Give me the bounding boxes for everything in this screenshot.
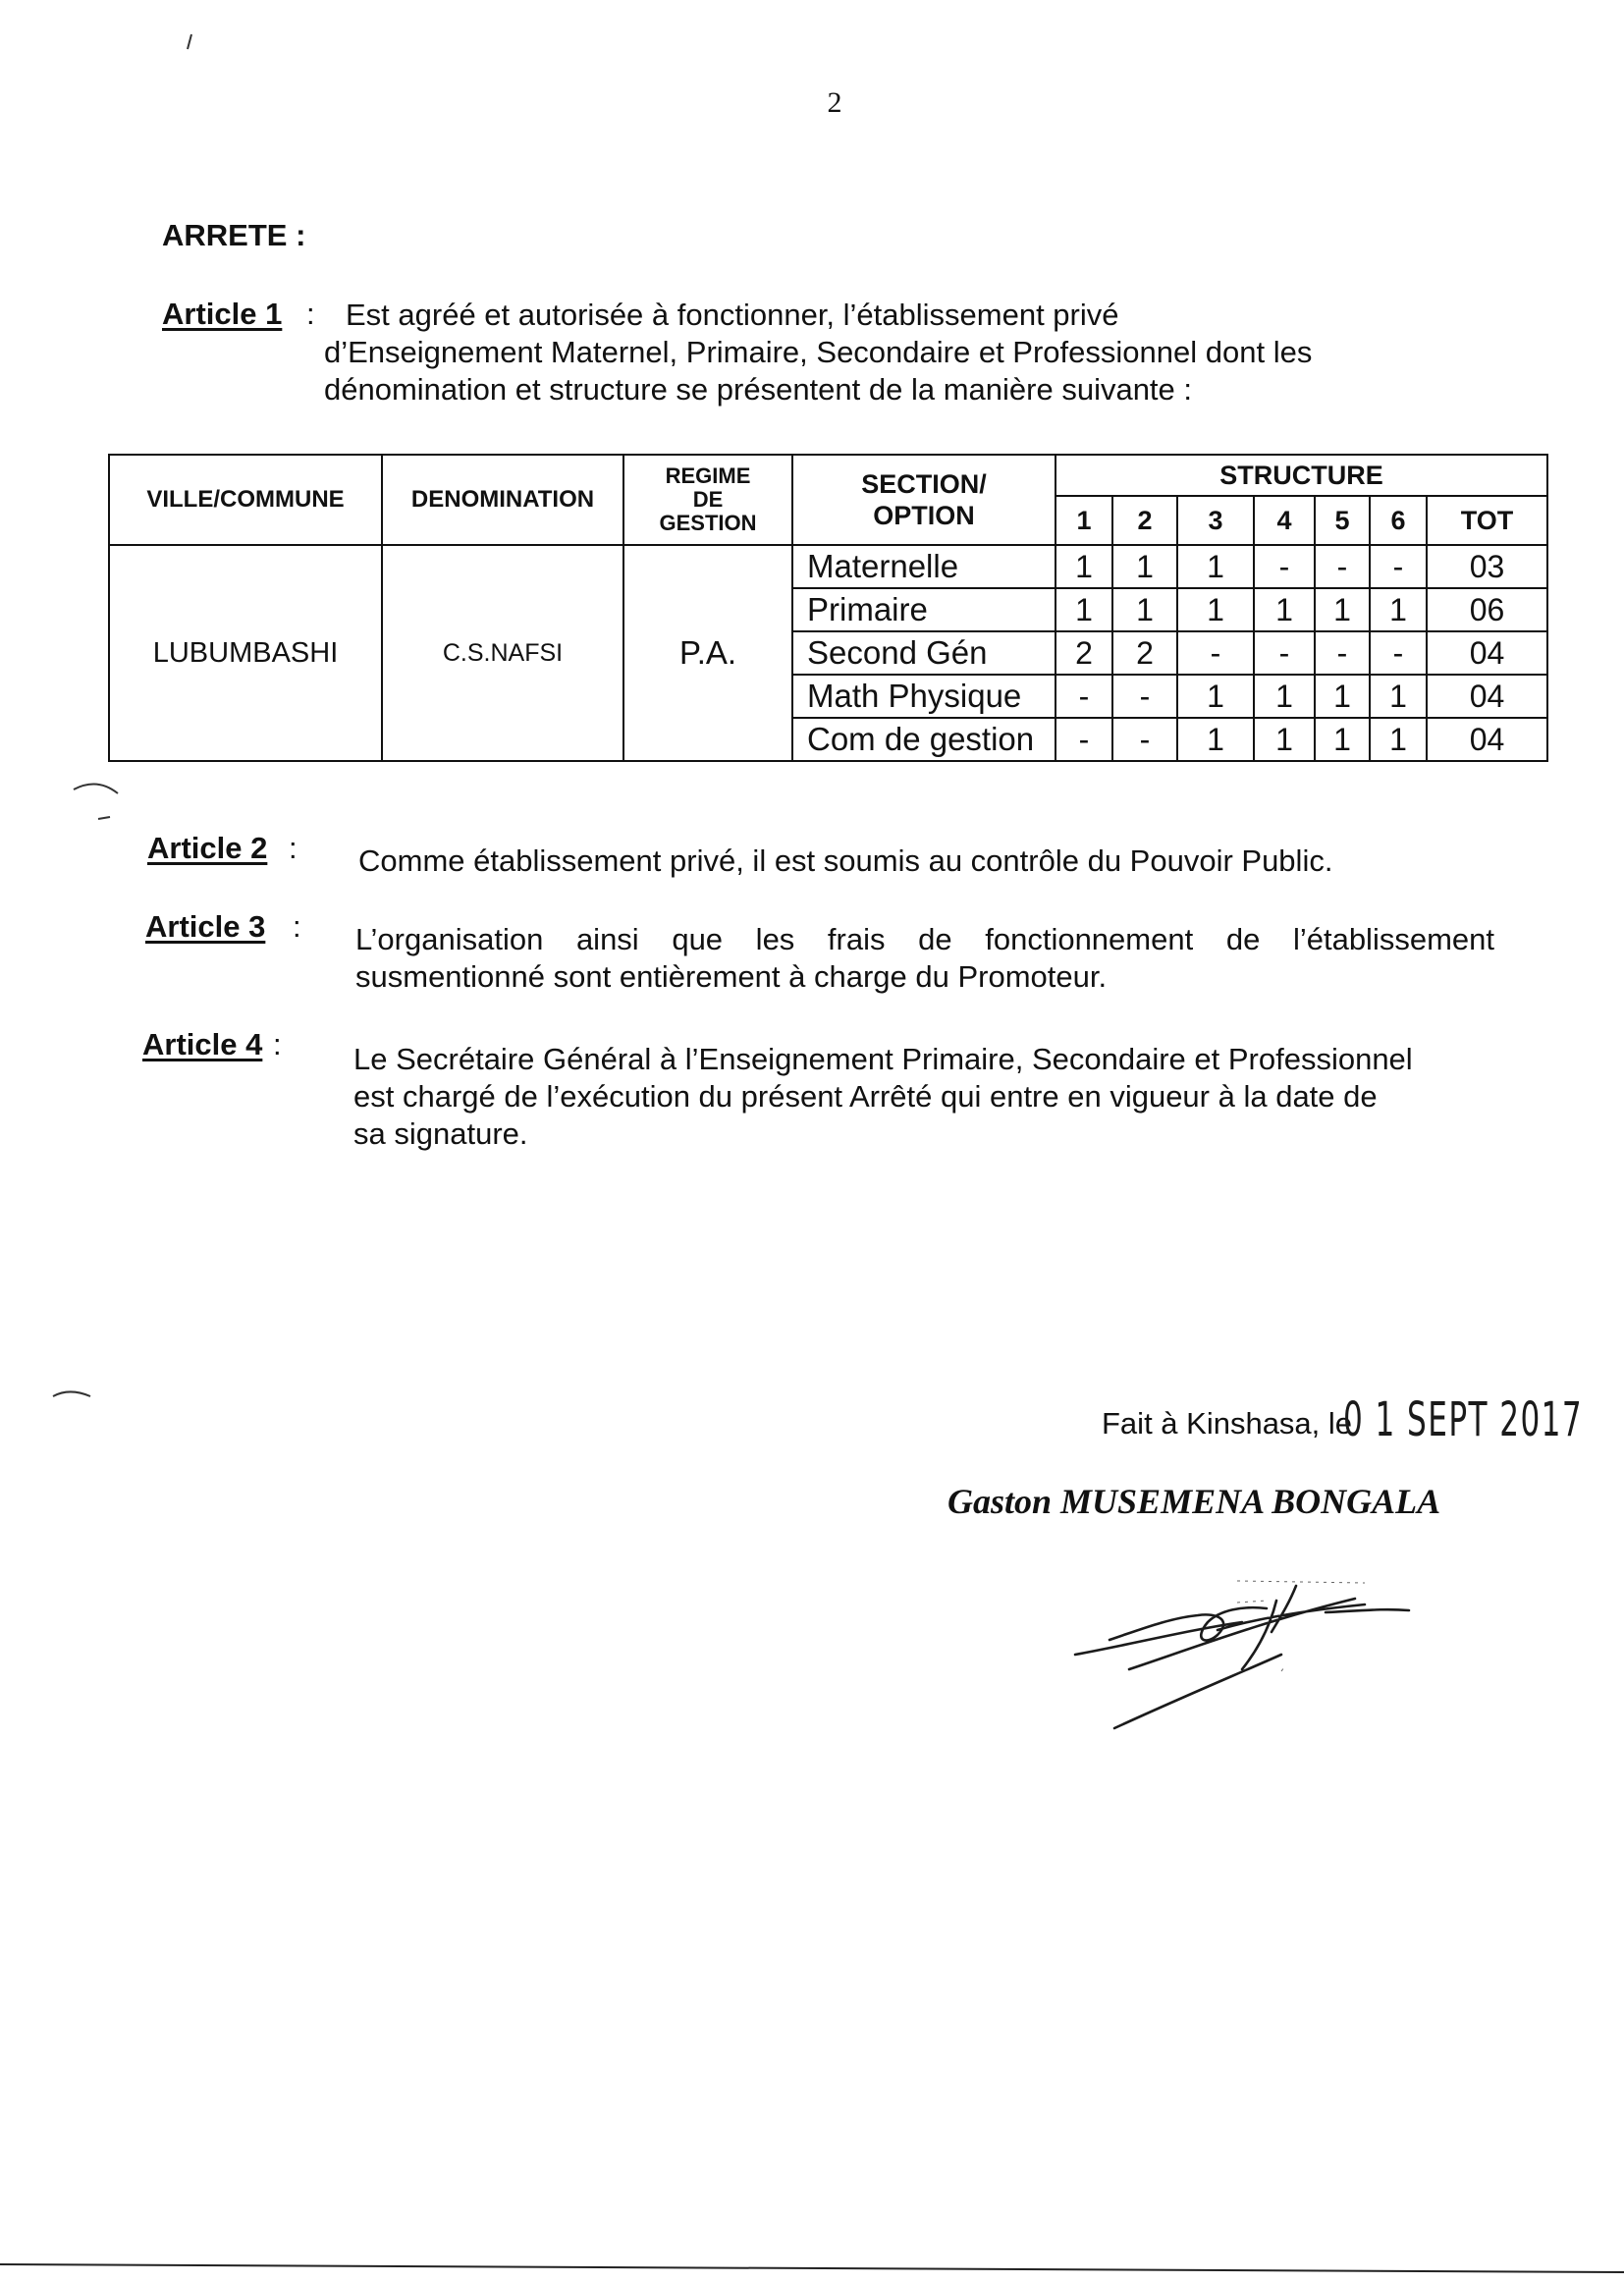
- article-4-line: est chargé de l’exécution du présent Arrêté qui entre en vigueur à la date de: [353, 1079, 1378, 1114]
- col-header-structure: STRUCTURE: [1056, 455, 1547, 496]
- article-2-colon: :: [289, 831, 298, 865]
- cell-value: 1: [1315, 718, 1370, 761]
- structure-table: [108, 454, 1548, 762]
- article-1-line: d’Enseignement Maternel, Primaire, Secondaire et Professionnel dont les: [324, 335, 1313, 369]
- col-header-level: 4: [1254, 496, 1315, 545]
- cell-value: -: [1315, 545, 1370, 588]
- article-2-label: Article 2: [147, 831, 268, 865]
- cell-ville: LUBUMBASHI: [109, 545, 382, 761]
- cell-value: -: [1254, 545, 1315, 588]
- cell-value: -: [1056, 718, 1112, 761]
- signatory-name: Gaston MUSEMENA BONGALA: [947, 1482, 1441, 1521]
- col-header-level: 2: [1112, 496, 1177, 545]
- article-4-colon: :: [273, 1027, 282, 1061]
- cell-value: -: [1254, 631, 1315, 675]
- article-3-line: L’organisation ainsi que les frais de fonctionnement de l’établissement: [355, 922, 1494, 956]
- col-header-section-line: OPTION: [873, 501, 975, 530]
- col-header-section-line: SECTION/: [861, 469, 987, 499]
- cell-regime: P.A.: [623, 545, 792, 761]
- article-4-text: [353, 1041, 1473, 1153]
- col-header-level: 6: [1370, 496, 1427, 545]
- decree-heading: ARRETE :: [162, 218, 306, 252]
- cell-value: 1: [1056, 588, 1112, 631]
- cell-value: 1: [1370, 588, 1427, 631]
- article-4-line: sa signature.: [353, 1116, 528, 1151]
- article-2-text: [358, 843, 1488, 880]
- scan-mark: [49, 1387, 98, 1406]
- cell-value: 1: [1370, 718, 1427, 761]
- cell-value: -: [1056, 675, 1112, 718]
- col-header-level: 3: [1177, 496, 1254, 545]
- cell-total: 04: [1427, 718, 1547, 761]
- col-header-level: 5: [1315, 496, 1370, 545]
- col-header-regime-line: REGIME: [665, 463, 751, 488]
- cell-value: -: [1370, 631, 1427, 675]
- article-2-line: Comme établissement privé, il est soumis au contrôle du Pouvoir Public.: [358, 843, 1333, 878]
- article-1-line: Est agréé et autorisée à fonctionner, l’établissement privé: [346, 298, 1119, 332]
- scan-edge: [0, 2258, 1624, 2284]
- cell-total: 04: [1427, 675, 1547, 718]
- article-3-line: susmentionné sont entièrement à charge du Promoteur.: [355, 959, 1108, 994]
- article-1-line: dénomination et structure se présentent de la manière suivante :: [324, 372, 1193, 407]
- cell-section: Primaire: [792, 588, 1056, 631]
- cell-value: 2: [1056, 631, 1112, 675]
- cell-value: 1: [1254, 675, 1315, 718]
- page-number: 2: [827, 86, 842, 119]
- cell-section: Com de gestion: [792, 718, 1056, 761]
- cell-value: 1: [1254, 588, 1315, 631]
- cell-value: 2: [1112, 631, 1177, 675]
- article-3-colon: :: [293, 909, 301, 944]
- cell-value: 1: [1177, 718, 1254, 761]
- place-line: Fait à Kinshasa, le: [1102, 1406, 1353, 1441]
- col-header-denomination: DENOMINATION: [382, 455, 623, 545]
- cell-total: 04: [1427, 631, 1547, 675]
- col-header-regime-line: GESTION: [659, 511, 757, 535]
- article-1-colon: :: [306, 297, 315, 331]
- cell-value: 1: [1370, 675, 1427, 718]
- col-header-section: [792, 455, 1056, 545]
- cell-value: -: [1112, 675, 1177, 718]
- cell-value: -: [1370, 545, 1427, 588]
- cell-section: Math Physique: [792, 675, 1056, 718]
- article-3-text: [355, 921, 1494, 996]
- cell-value: 1: [1056, 545, 1112, 588]
- cell-value: -: [1315, 631, 1370, 675]
- cell-value: 1: [1177, 545, 1254, 588]
- cell-value: 1: [1315, 588, 1370, 631]
- date-stamp: 0 1 SEPT 2017: [1343, 1392, 1584, 1447]
- scan-mark: [182, 29, 201, 59]
- cell-section: Second Gén: [792, 631, 1056, 675]
- article-4-label: Article 4: [142, 1027, 263, 1061]
- table-row: [109, 545, 1547, 588]
- cell-total: 03: [1427, 545, 1547, 588]
- cell-denomination: C.S.NAFSI: [382, 545, 623, 761]
- col-header-regime: [623, 455, 792, 545]
- cell-value: -: [1177, 631, 1254, 675]
- col-header-ville: VILLE/COMMUNE: [109, 455, 382, 545]
- col-header-regime-line: DE: [692, 487, 724, 512]
- article-1-text: [324, 297, 1455, 408]
- cell-value: 1: [1315, 675, 1370, 718]
- cell-value: -: [1112, 718, 1177, 761]
- cell-section: Maternelle: [792, 545, 1056, 588]
- cell-value: 1: [1112, 545, 1177, 588]
- cell-value: 1: [1177, 588, 1254, 631]
- handwritten-signature: [1070, 1561, 1424, 1738]
- cell-value: 1: [1177, 675, 1254, 718]
- col-header-total: TOT: [1427, 496, 1547, 545]
- scan-mark: [69, 776, 128, 835]
- cell-value: 1: [1254, 718, 1315, 761]
- col-header-level: 1: [1056, 496, 1112, 545]
- cell-total: 06: [1427, 588, 1547, 631]
- article-1-label: Article 1: [162, 297, 283, 331]
- cell-value: 1: [1112, 588, 1177, 631]
- article-4-line: Le Secrétaire Général à l’Enseignement Primaire, Secondaire et Professionnel: [353, 1042, 1413, 1076]
- article-3-label: Article 3: [145, 909, 266, 944]
